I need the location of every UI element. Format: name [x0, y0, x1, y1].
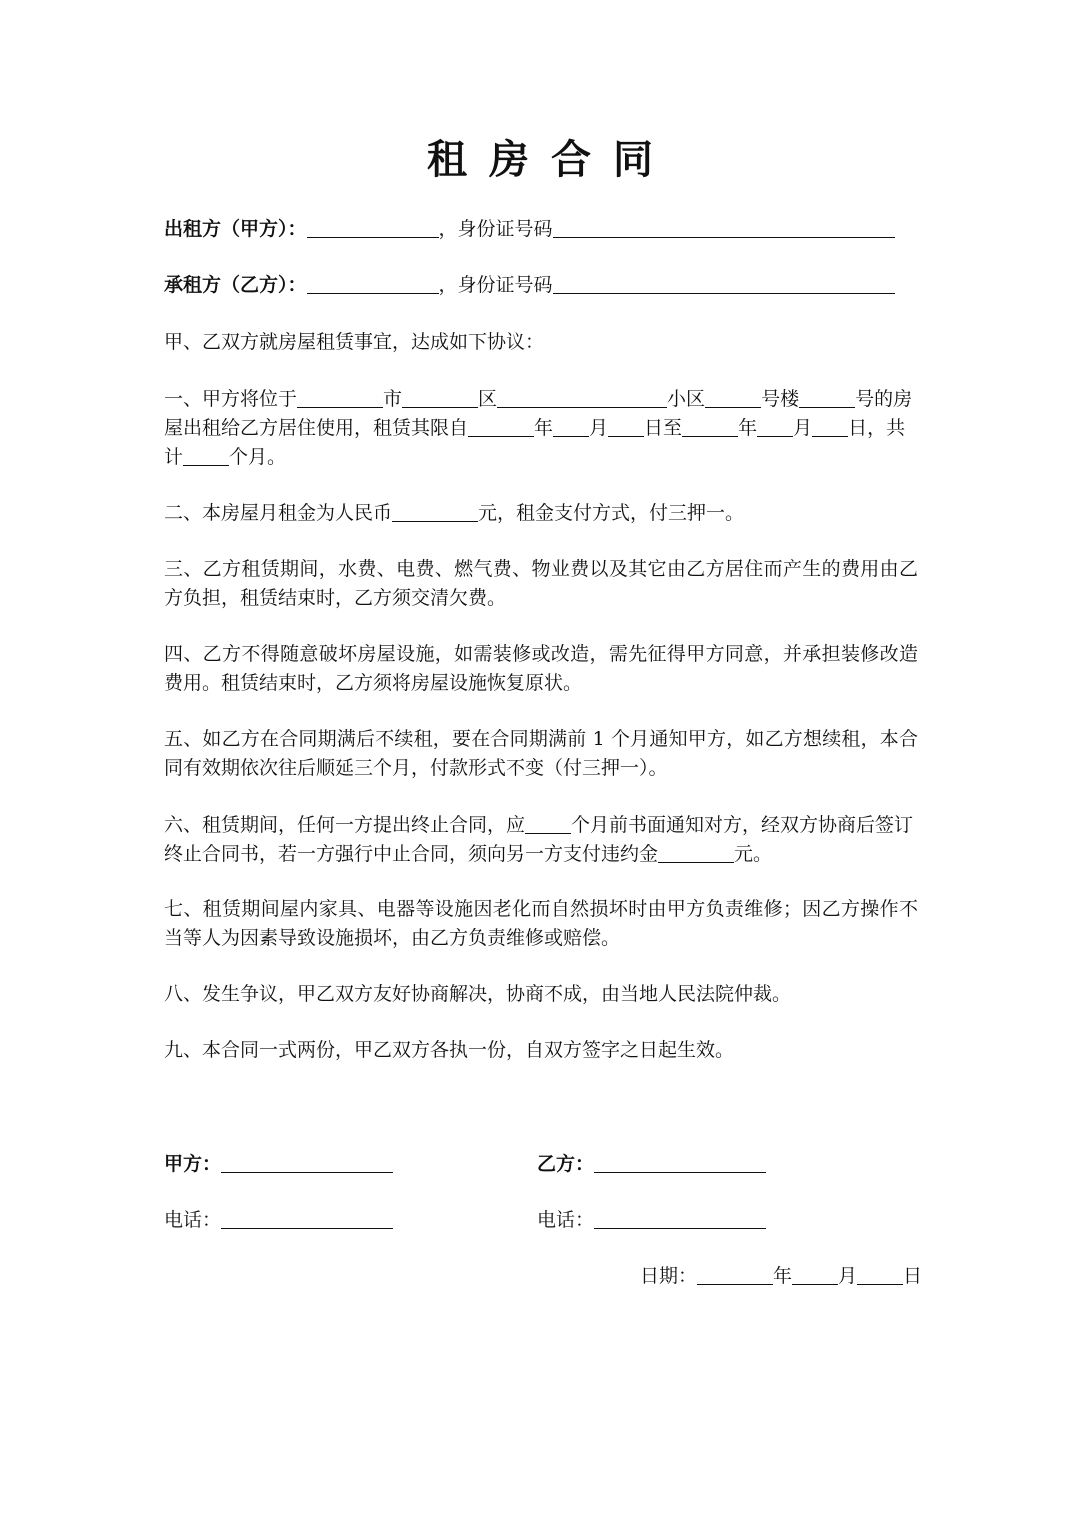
party-a-signature	[164, 1150, 393, 1179]
lessee-line	[164, 271, 918, 300]
clause2-line	[164, 499, 918, 528]
clause6-text: 个月前书面通知对方，经双方协商后签订	[571, 814, 914, 836]
date-year-blank[interactable]	[697, 1264, 773, 1285]
end-day-blank[interactable]	[812, 416, 848, 437]
district-blank[interactable]	[402, 387, 478, 408]
community-blank[interactable]	[497, 387, 667, 408]
clause6-line1	[164, 811, 918, 840]
start-month-blank[interactable]	[553, 416, 589, 437]
penalty-amount-blank[interactable]	[658, 842, 734, 863]
lessee-name-blank[interactable]	[307, 273, 439, 294]
clause1-line1	[164, 385, 918, 414]
lessee-id-blank[interactable]	[553, 273, 895, 294]
lessor-line	[164, 215, 918, 244]
months-total-blank[interactable]	[183, 445, 229, 466]
clause6-text: 终止合同书，若一方强行中止合同，须向另一方支付违约金	[164, 843, 659, 865]
lessor-id-blank[interactable]	[553, 217, 895, 238]
end-month-blank[interactable]	[757, 416, 793, 437]
clause1-text: 月	[589, 417, 609, 439]
clause1-text: 月	[793, 417, 813, 439]
clause1-line2	[164, 414, 918, 443]
party-b-label: 乙方：	[537, 1153, 595, 1175]
end-year-blank[interactable]	[682, 416, 738, 437]
clause1-text: 年	[534, 417, 554, 439]
clause1-text: 屋出租给乙方居住使用，租赁其限自	[164, 417, 469, 439]
phone-a-line	[164, 1206, 393, 1235]
clause6-text: 六、租赁期间，任何一方提出终止合同，应	[164, 814, 526, 836]
clause1-text: 日至	[644, 417, 683, 439]
start-year-blank[interactable]	[468, 416, 534, 437]
clause1-text: 计	[164, 446, 184, 468]
building-blank[interactable]	[705, 387, 761, 408]
party-b-signature	[537, 1150, 766, 1179]
clause2-text: 元，租金支付方式，付三押一。	[478, 502, 745, 524]
lessor-name-blank[interactable]	[307, 217, 439, 238]
clause3-text: 三、乙方租赁期间，水费、电费、燃气费、物业费以及其它由乙方居住而产生的费用由乙方负担，租赁结束时，乙方须交清欠费。	[164, 558, 918, 609]
date-line	[640, 1262, 922, 1291]
date-month-label: 月	[838, 1265, 858, 1287]
page-title: 租房合同	[427, 136, 675, 183]
lessor-label: 出租方（甲方）：	[164, 218, 307, 240]
clause6-line2	[164, 840, 918, 869]
lessor-id-label: 身份证号码	[457, 218, 553, 240]
clause6-text: 元。	[734, 843, 773, 865]
clause1-text: 市	[383, 388, 403, 410]
party-b-blank[interactable]	[594, 1152, 766, 1173]
notice-months-blank[interactable]	[525, 813, 571, 834]
intro-text: 甲、乙双方就房屋租赁事宜，达成如下协议：	[164, 331, 545, 353]
clause1-text: 小区	[667, 388, 706, 410]
clause1-text: 日，共	[848, 417, 906, 439]
clause7-text: 七、租赁期间屋内家具、电器等设施因老化而自然损坏时由甲方负责维修；因乙方操作不当等人为因素导致设施损坏，由乙方负责维修或赔偿。	[164, 898, 918, 949]
lessor-comma: ，	[438, 218, 458, 240]
room-blank[interactable]	[799, 387, 855, 408]
clause1-text: 一、甲方将位于	[164, 388, 298, 410]
clause8-text: 八、发生争议，甲乙双方友好协商解决，协商不成，由当地人民法院仲裁。	[164, 983, 792, 1005]
city-blank[interactable]	[297, 387, 383, 408]
rent-amount-blank[interactable]	[392, 501, 478, 522]
date-year-label: 年	[773, 1265, 793, 1287]
date-label: 日期：	[640, 1265, 698, 1287]
date-day-label: 日	[903, 1265, 923, 1287]
lessee-comma: ，	[438, 274, 458, 296]
date-day-blank[interactable]	[857, 1264, 903, 1285]
phone-a-blank[interactable]	[221, 1208, 393, 1229]
clause1-text: 年	[738, 417, 758, 439]
clause1-text: 个月。	[229, 446, 287, 468]
clause1-text: 区	[478, 388, 498, 410]
lessee-label: 承租方（乙方）：	[164, 274, 307, 296]
phone-b-label: 电话：	[537, 1209, 595, 1231]
clause1-text: 号楼	[761, 388, 800, 410]
clause1-text: 号的房	[855, 388, 913, 410]
clause9-text: 九、本合同一式两份，甲乙双方各执一份，自双方签字之日起生效。	[164, 1039, 735, 1061]
clause2-text: 二、本房屋月租金为人民币	[164, 502, 393, 524]
phone-b-blank[interactable]	[594, 1208, 766, 1229]
phone-a-label: 电话：	[164, 1209, 222, 1231]
lessee-id-label: 身份证号码	[457, 274, 553, 296]
clause1-line3	[164, 443, 918, 472]
date-month-blank[interactable]	[792, 1264, 838, 1285]
clause5-text: 五、如乙方在合同期满后不续租，要在合同期满前 1 个月通知甲方，如乙方想续租，本合同有效期依次往后顺延三个月，付款形式不变（付三押一）。	[164, 728, 918, 779]
party-a-blank[interactable]	[221, 1152, 393, 1173]
phone-b-line	[537, 1206, 766, 1235]
clause4-text: 四、乙方不得随意破坏房屋设施，如需装修或改造，需先征得甲方同意，并承担装修改造费用。租赁结束时，乙方须将房屋设施恢复原状。	[164, 643, 918, 694]
start-day-blank[interactable]	[608, 416, 644, 437]
party-a-label: 甲方：	[164, 1153, 222, 1175]
